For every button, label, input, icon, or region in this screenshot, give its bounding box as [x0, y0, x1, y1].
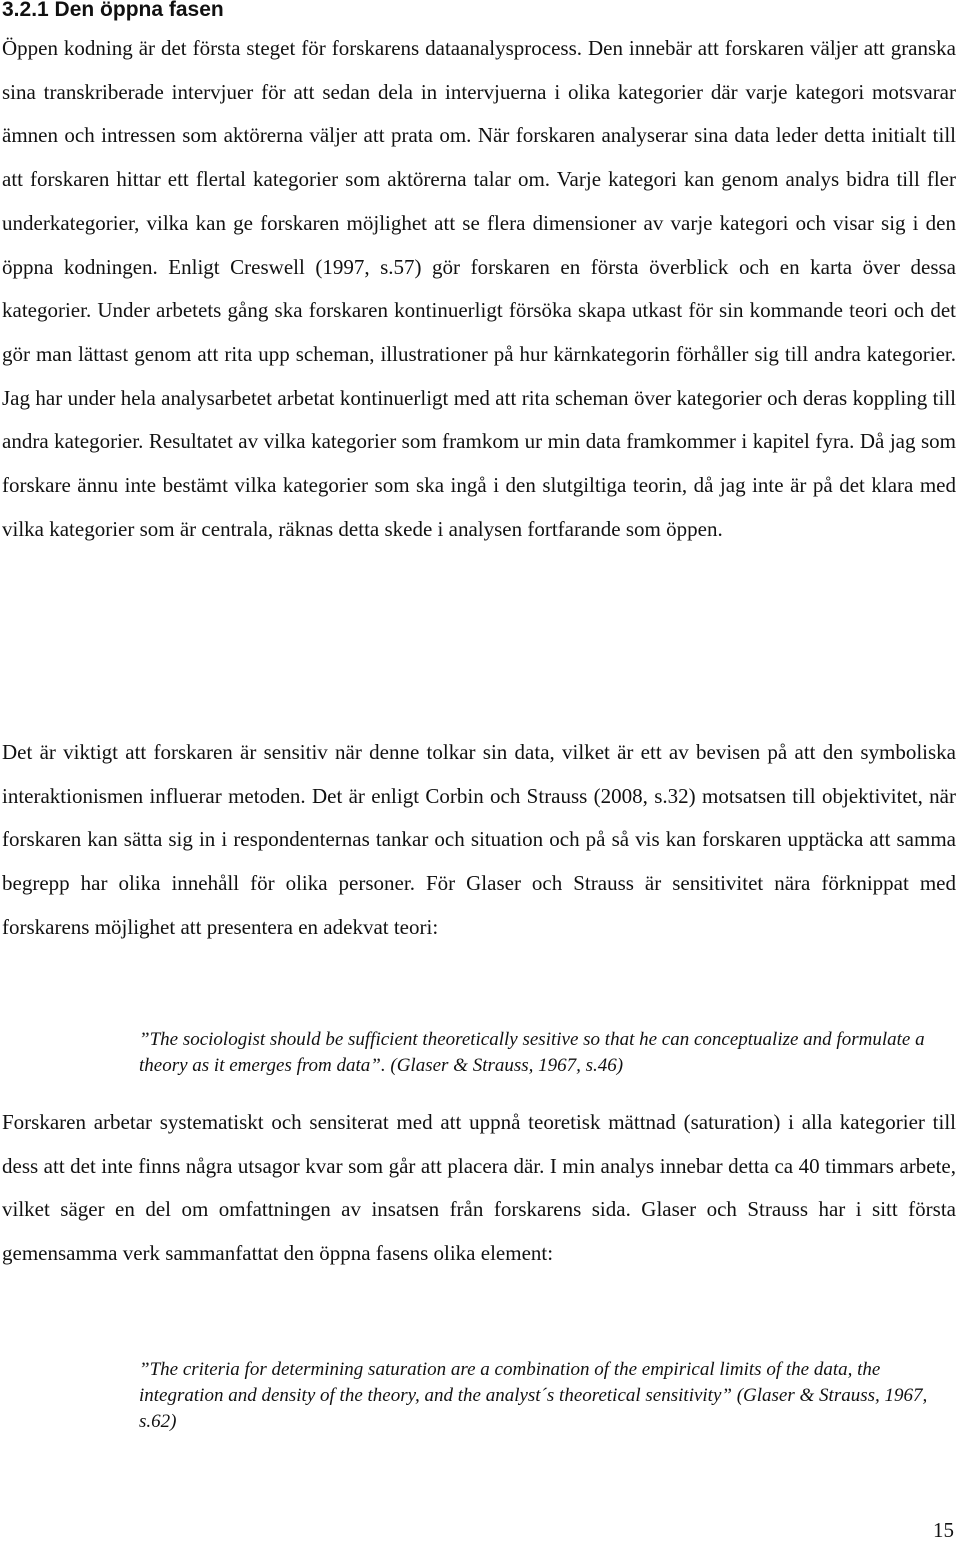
- body-paragraph-sensitivity: Det är viktigt att forskaren är sensitiv när denne tolkar sin data, vilket är ett av bevisen på att den symboliska interaktionismen influerar metoden. Det är enligt Corbin och Strauss (2008, s.32) motsatsen till objektivitet, när forskaren kan sätta sig in i respondenternas tankar och situation och på så vis kan forskaren upptäcka att samma begrepp har olika innehåll för olika personer. För Glaser och Strauss är sensitivitet nära förknippat med forskarens möjlighet att presentera en adekvat teori:: [2, 740, 956, 939]
- body-paragraph-open-coding: Öppen kodning är det första steget för forskarens dataanalysprocess. Den innebär att forskaren väljer att granska sina transkriberade intervjuer för att sedan dela in intervjuerna i olika kategorier där varje kategori motsvarar ämnen och intressen som aktörerna väljer att prata om. När forskaren analyserar sina data leder detta initialt till att forskaren hittar ett flertal kategorier som aktörerna talar om. Varje kategori kan genom analys bidra till fler underkategorier, vilka kan ge forskaren möjlighet att se flera dimensioner av varje kategori och visar sig i den öppna kodningen. Enligt Creswell (1997, s.57) gör forskaren en första överblick och en karta över dessa kategorier. Under arbetets gång ska forskaren kontinuerligt försöka skapa utkast för sin kommande teori och det gör man lättast genom att rita upp scheman, illustrationer på hur kärnkategorin förhåller sig till andra kategorier. Jag har under hela analysarbetet arbetat kontinuerligt med att rita scheman över kategorier och deras koppling till andra kategorier. Resultatet av vilka kategorier som framkom ur min data framkommer i kapitel fyra. Då jag som forskare ännu inte bestämt vilka kategorier som ska ingå i den slutgiltiga teorin, då jag inte är på det klara med vilka kategorier som är centrala, räknas detta skede i analysen fortfarande som öppen.: [2, 36, 956, 541]
- page-number: 15: [933, 1518, 954, 1542]
- body-paragraph-saturation: Forskaren arbetar systematiskt och sensiterat med att uppnå teoretisk mättnad (saturation) i alla kategorier till dess att det inte finns några utsagor kvar som går att placera där. I min analys innebar detta ca 40 timmars arbete, vilket säger en del om omfattningen av insatsen från forskarens sida. Glaser och Strauss har i sitt första gemensamma verk sammanfattat den öppna fasens olika element:: [2, 1110, 956, 1266]
- block-quote-saturation: ”The criteria for determining saturation are a combination of the empirical limits of the data, the integration and density of the theory, and the analyst´s theoretical sensitivity” (Glaser & Strauss, 1967, s.62): [139, 1359, 928, 1432]
- section-heading: 3.2.1 Den öppna fasen: [2, 0, 224, 21]
- block-quote-sensitivity: ”The sociologist should be sufficient theoretically sesitive so that he can conceptualize and formulate a theory as it emerges from data”. (Glaser & Strauss, 1967, s.46): [139, 1029, 925, 1076]
